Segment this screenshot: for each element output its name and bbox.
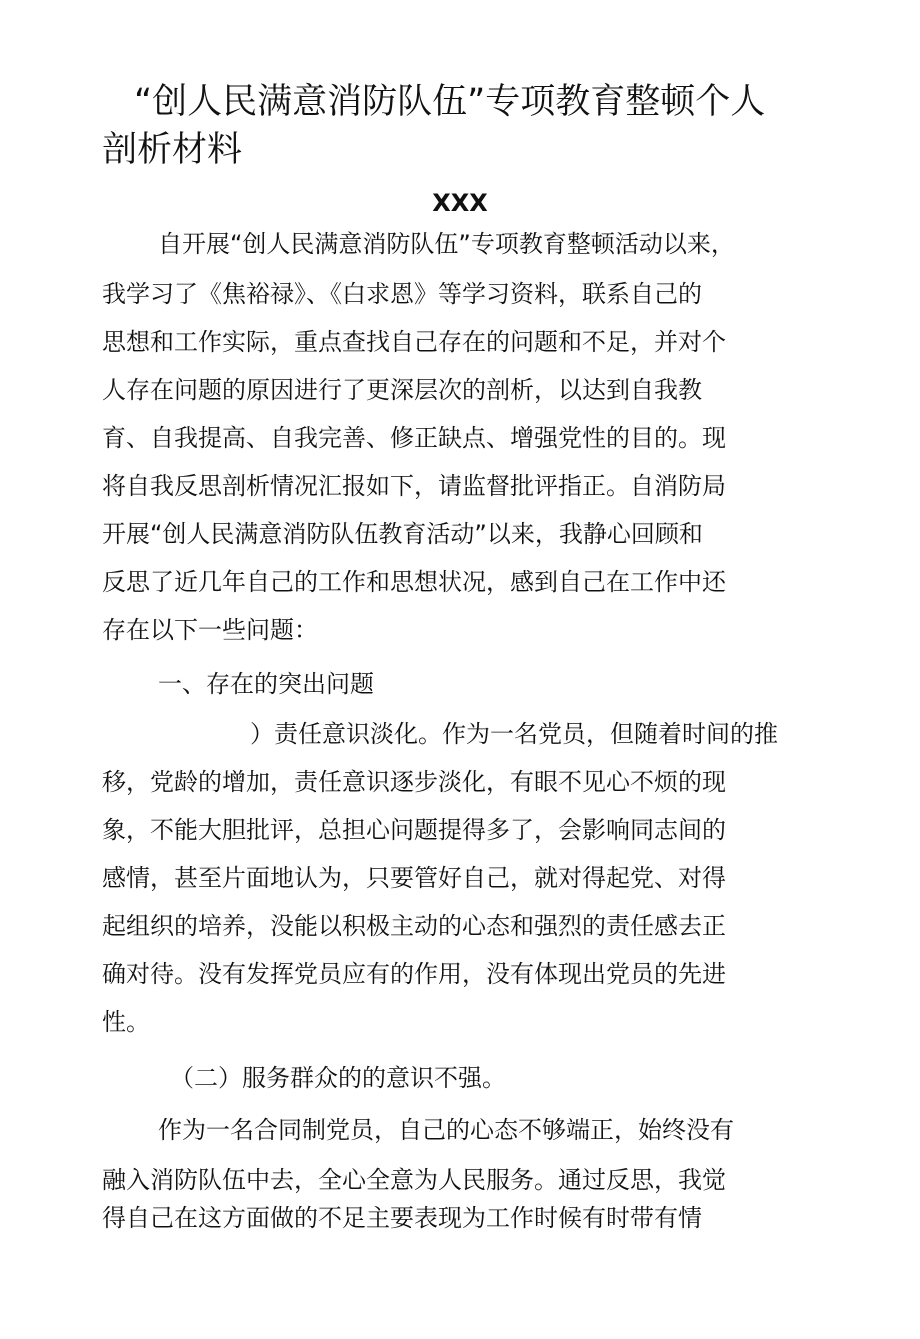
body-line-6: 将自我反思剖析情况汇报如下，请监督批评指正。自消防局 [102,472,726,500]
body-line-11: 移，党龄的增加，责任意识逐步淡化，有眼不见心不烦的现 [102,768,726,796]
body-line-18: 融入消防队伍中去，全心全意为人民服务。通过反思，我觉 [102,1166,726,1194]
body-line-13: 感情，甚至片面地认为，只要管好自己，就对得起党、对得 [102,864,726,892]
body-line-9: 存在以下一些问题： [102,616,318,644]
body-line-15: 确对待。没有发挥党员应有的作用，没有体现出党员的先进 [102,960,726,988]
body-line-4: 人存在问题的原因进行了更深层次的剖析，以达到自我教 [102,376,702,404]
body-line-16: 性。 [102,1008,150,1036]
body-line-10: ）责任意识淡化。作为一名党员，但随着时间的推 [250,720,778,748]
document-title [102,78,822,174]
body-line-7: 开展“创人民满意消防队伍教育活动”以来，我静心回顾和 [102,520,703,548]
title-line-1-text: “创人民满意消防队伍”专项教育整顿个人 [134,82,766,122]
author-name: XXX [432,189,488,217]
title-line-2: 剖析材料 [102,130,243,170]
body-line-3: 思想和工作实际，重点查找自己存在的问题和不足，并对个 [102,328,726,356]
body-line-14: 起组织的培养，没能以积极主动的心态和强烈的责任感去正 [102,912,726,940]
body-line-1: 自开展“创人民满意消防队伍”专项教育整顿活动以来， [158,230,735,258]
body-line-12: 象，不能大胆批评，总担心问题提得多了，会影响同志间的 [102,816,726,844]
body-line-5: 育、自我提高、自我完善、修正缺点、增强党性的目的。现 [102,424,726,452]
body-line-2: 我学习了《焦裕禄》、《白求恩》等学习资料，联系自己的 [102,280,702,308]
body-line-8: 反思了近几年自己的工作和思想状况，感到自己在工作中还 [102,568,726,596]
title-line-1 [102,78,822,126]
body-line-17: 作为一名合同制党员，自己的心态不够端正，始终没有 [158,1116,734,1144]
section-heading-2: （二）服务群众的的意识不强。 [170,1064,506,1092]
section-heading-1: 一、存在的突出问题 [158,670,374,698]
body-line-19: 得自己在这方面做的不足主要表现为工作时候有时带有情 [102,1204,702,1232]
